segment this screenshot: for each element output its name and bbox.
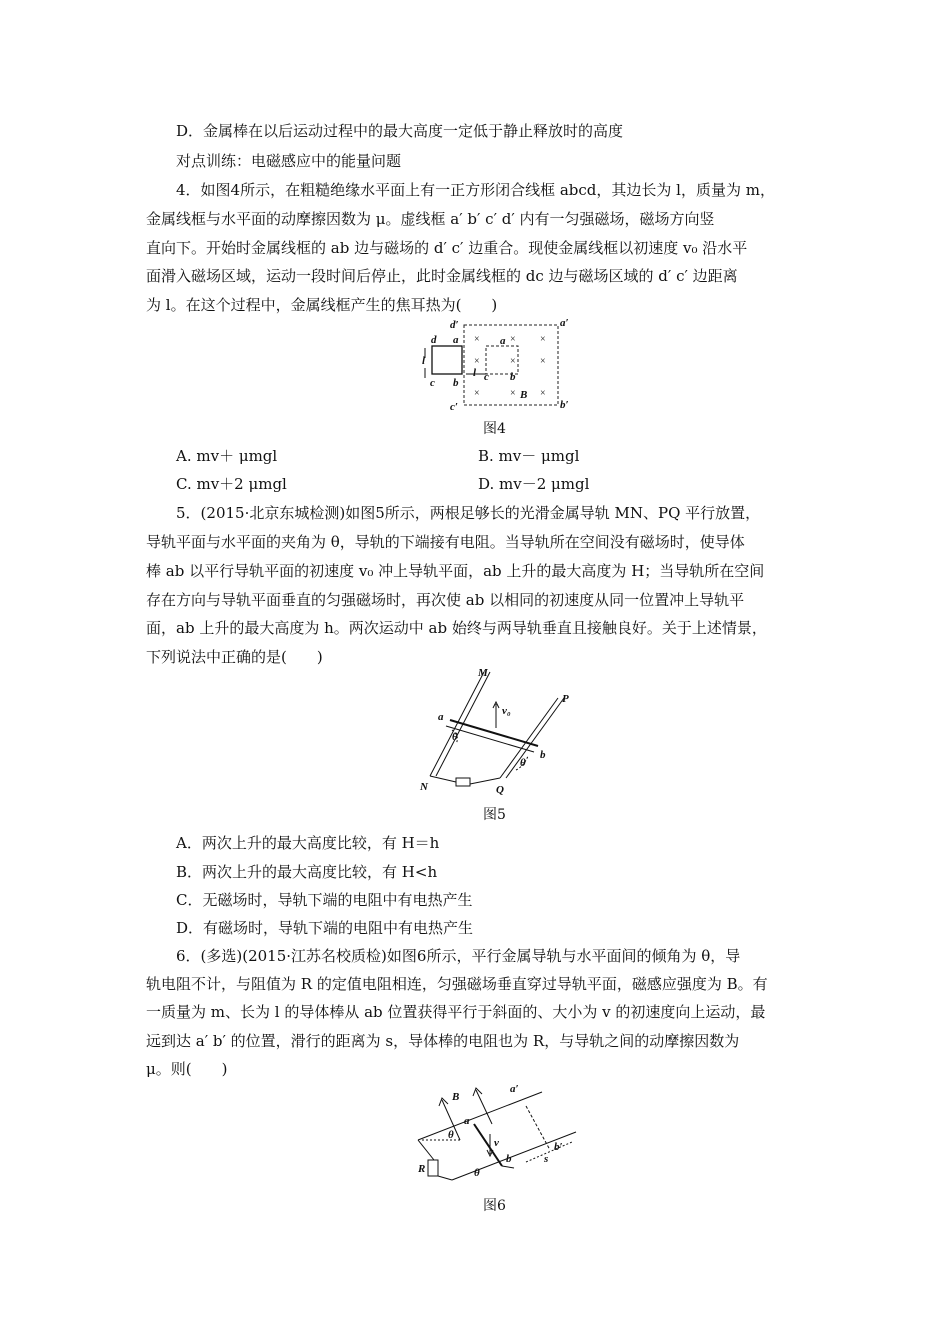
field-cross: × — [474, 334, 480, 345]
field-cross: × — [540, 334, 546, 345]
label-a-prime: a′ — [560, 317, 569, 329]
field-cross: × — [474, 356, 480, 367]
label-a: a — [438, 711, 444, 723]
label-b: b — [453, 377, 459, 389]
q6-line: 轨电阻不计，与阻值为 R 的定值电阻相连，匀强磁场垂直穿过导轨平面，磁感应强度为 B。有 — [146, 975, 768, 993]
q5-line: 面，ab 上升的最大高度为 h。两次运动中 ab 始终与两导轨垂直且接触良好。关于上述情景， — [146, 619, 767, 637]
q4-option-a: A. mv＋ μmgl — [176, 447, 278, 465]
label-a-prime: a′ — [510, 1083, 519, 1095]
label-b-prime: b′ — [554, 1141, 563, 1153]
q5-line: 棒 ab 以平行导轨平面的初速度 v₀ 冲上导轨平面，ab 上升的最大高度为 H；当导轨所在空间 — [146, 562, 765, 580]
field-cross: × — [540, 356, 546, 367]
label-a-inner: a — [500, 335, 506, 347]
label-d: d — [431, 334, 437, 346]
figure-6-caption: 图6 — [483, 1198, 506, 1214]
q5-option-d: D．有磁场时，导轨下端的电阻中有电热产生 — [176, 919, 474, 937]
label-b: b — [506, 1153, 512, 1165]
q6-line: μ。则( ) — [146, 1060, 228, 1078]
label-l-bottom: l — [473, 367, 477, 379]
q5-line: 下列说法中正确的是( ) — [146, 648, 323, 666]
label-b: b — [540, 749, 546, 761]
q6-line: 远到达 a′ b′ 的位置，滑行的距离为 s，导体棒的电阻也为 R，与导轨之间的动摩擦因数为 — [146, 1032, 740, 1050]
label-theta-1: θ — [448, 1129, 454, 1141]
label-theta-1: θ — [452, 731, 458, 743]
q4-line: 为 l。在这个过程中，金属线框产生的焦耳热为( ) — [146, 296, 498, 314]
label-c-prime: c′ — [450, 401, 458, 413]
figure-4 — [410, 314, 580, 414]
label-a: a — [464, 1115, 470, 1127]
field-cross: × — [540, 388, 546, 399]
label-P: P — [562, 693, 569, 705]
label-b-inner: b — [510, 371, 516, 383]
label-N: N — [420, 781, 428, 793]
figure-6 — [412, 1080, 582, 1190]
label-c: c — [430, 377, 435, 389]
q3-option-d: D．金属棒在以后运动过程中的最大高度一定低于静止释放时的高度 — [176, 122, 624, 140]
section-title: 对点训练：电磁感应中的能量问题 — [176, 152, 402, 170]
field-cross: × — [510, 356, 516, 367]
q4-option-c: C. mv＋2 μmgl — [176, 475, 287, 493]
q4-line: 金属线框与水平面的动摩擦因数为 μ。虚线框 a′ b′ c′ d′ 内有一匀强磁场，磁场方向竖 — [146, 210, 715, 228]
q4-line: 4．如图4所示，在粗糙绝缘水平面上有一正方形闭合线框 abcd，其边长为 l，质量为 m， — [176, 181, 775, 199]
square-wire-frame — [432, 346, 462, 374]
label-B: B — [452, 1091, 460, 1103]
label-theta-2: θ — [474, 1167, 480, 1179]
q6-line: 一质量为 m、长为 l 的导体棒从 ab 位置获得平行于斜面的、大小为 v 的初速度向上运动，最 — [146, 1003, 766, 1021]
q4-option-b: B. mv－ μmgl — [478, 447, 580, 465]
label-a: a — [453, 334, 459, 346]
q4-line: 直向下。开始时金属线框的 ab 边与磁场的 d′ c′ 边重合。现使金属线框以初速度 v₀ 沿水平 — [146, 239, 748, 257]
label-B: B — [520, 389, 528, 401]
figure-4-caption: 图4 — [483, 421, 506, 437]
label-s: s — [544, 1153, 549, 1165]
label-l-left: l — [422, 355, 426, 367]
label-M: M — [478, 667, 488, 679]
q4-line: 面滑入磁场区域，运动一段时间后停止，此时金属线框的 dc 边与磁场区域的 d′ c′ 边距离 — [146, 267, 738, 285]
q5-option-b: B．两次上升的最大高度比较，有 H<h — [176, 863, 438, 881]
label-Q: Q — [496, 784, 504, 796]
label-b-prime: b′ — [560, 399, 569, 411]
label-d-prime: d′ — [450, 319, 459, 331]
q5-line: 存在方向与导轨平面垂直的匀强磁场时，再次使 ab 以相同的初速度从同一位置冲上导轨平 — [146, 591, 745, 609]
q5-option-a: A．两次上升的最大高度比较，有 H＝h — [176, 834, 440, 852]
label-v: v — [494, 1137, 499, 1149]
figure-5 — [412, 666, 584, 798]
field-cross: × — [474, 388, 480, 399]
figure-5-caption: 图5 — [483, 807, 506, 823]
q5-line: 导轨平面与水平面的夹角为 θ，导轨的下端接有电阻。当导轨所在空间没有磁场时，使导体 — [146, 533, 745, 551]
field-cross: × — [510, 388, 516, 399]
label-R: R — [418, 1163, 426, 1175]
q5-option-c: C．无磁场时，导轨下端的电阻中有电热产生 — [176, 891, 473, 909]
label-v0: v₀ — [502, 705, 511, 717]
label-theta-2: θ — [520, 757, 526, 769]
q5-line: 5．(2015·北京东城检测)如图5所示，两根足够长的光滑金属导轨 MN、PQ 平行放置， — [176, 504, 761, 522]
field-cross: × — [510, 334, 516, 345]
q6-line: 6．(多选)(2015·江苏名校质检)如图6所示，平行金属导轨与水平面间的倾角为 θ，导 — [176, 947, 741, 965]
label-c-inner: c — [484, 371, 489, 383]
q4-option-d: D. mv－2 μmgl — [478, 475, 590, 493]
